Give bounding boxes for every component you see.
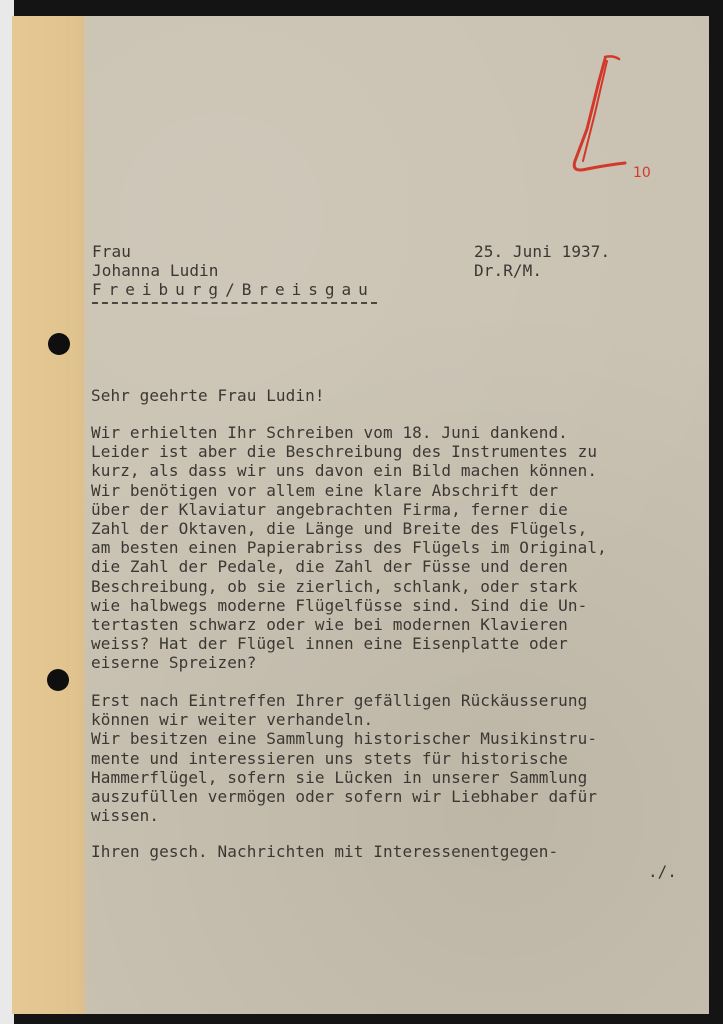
para1-line: wie halbwegs moderne Flügelfüsse sind. Sind die Un- — [91, 595, 588, 615]
para1-line: eiserne Spreizen? — [91, 653, 257, 673]
letter-page — [12, 16, 709, 1014]
para1-line: Beschreibung, ob sie zierlich, schlank, oder stark — [91, 576, 578, 596]
para1-line: Wir benötigen vor allem eine klare Abschrift der — [91, 480, 559, 500]
punch-hole-icon — [47, 669, 69, 691]
para1-line: tertasten schwarz oder wie bei modernen Klavieren — [91, 615, 568, 635]
para1-line: Leider ist aber die Beschreibung des Instrumentes zu — [91, 442, 598, 462]
para1-line: über der Klaviatur angebrachten Firma, ferner die — [91, 499, 568, 519]
recipient-line-3: Freiburg/Breisgau — [92, 280, 375, 300]
handwritten-red-mark — [547, 51, 657, 181]
recipient-line-1: Frau — [92, 242, 131, 261]
para2-line: Erst nach Eintreffen Ihrer gefälligen Rückäusserung — [91, 691, 588, 710]
paragraph-2 — [91, 691, 597, 825]
punch-hole-icon — [48, 333, 70, 355]
para1-line: weiss? Hat der Flügel innen eine Eisenplatte oder — [91, 634, 568, 654]
continuation-mark: ./. — [648, 862, 677, 881]
para1-line: Wir erhielten Ihr Schreiben vom 18. Juni dankend. — [91, 423, 568, 442]
para2-line: wissen. — [91, 806, 160, 826]
para1-line: am besten einen Papierabriss des Flügels im Original, — [91, 538, 607, 558]
para1-line: die Zahl der Pedale, die Zahl der Füsse und deren — [91, 557, 568, 577]
para2-line: mente und interessieren uns stets für historische — [91, 748, 568, 768]
para1-line: kurz, als dass wir uns davon ein Bild machen können. — [91, 461, 598, 481]
recipient-line-2: Johanna Ludin — [92, 261, 219, 281]
para1-line: Zahl der Oktaven, die Länge und Breite des Flügels, — [91, 519, 588, 539]
letter-reference: Dr.R/M. — [474, 261, 543, 281]
date-block — [474, 242, 610, 280]
greeting: Sehr geehrte Frau Ludin! — [91, 386, 325, 405]
paragraph-1 — [91, 423, 607, 673]
letter-date: 25. Juni 1937. — [474, 242, 611, 261]
para2-line: auszufüllen vermögen oder sofern wir Liebhaber dafür — [91, 787, 598, 807]
para2-line: Hammerflügel, sofern sie Lücken in unserer Sammlung — [91, 767, 588, 787]
recipient-address — [92, 242, 375, 300]
para2-line: Wir besitzen eine Sammlung historischer Musikinstru- — [91, 729, 598, 749]
address-underline — [92, 302, 377, 304]
para2-line: können wir weiter verhandeln. — [91, 710, 374, 730]
paper-torn-edge — [70, 16, 90, 1014]
svg-text:10: 10 — [633, 165, 651, 181]
closing-line: Ihren gesch. Nachrichten mit Interessenentgegen- — [91, 842, 559, 861]
